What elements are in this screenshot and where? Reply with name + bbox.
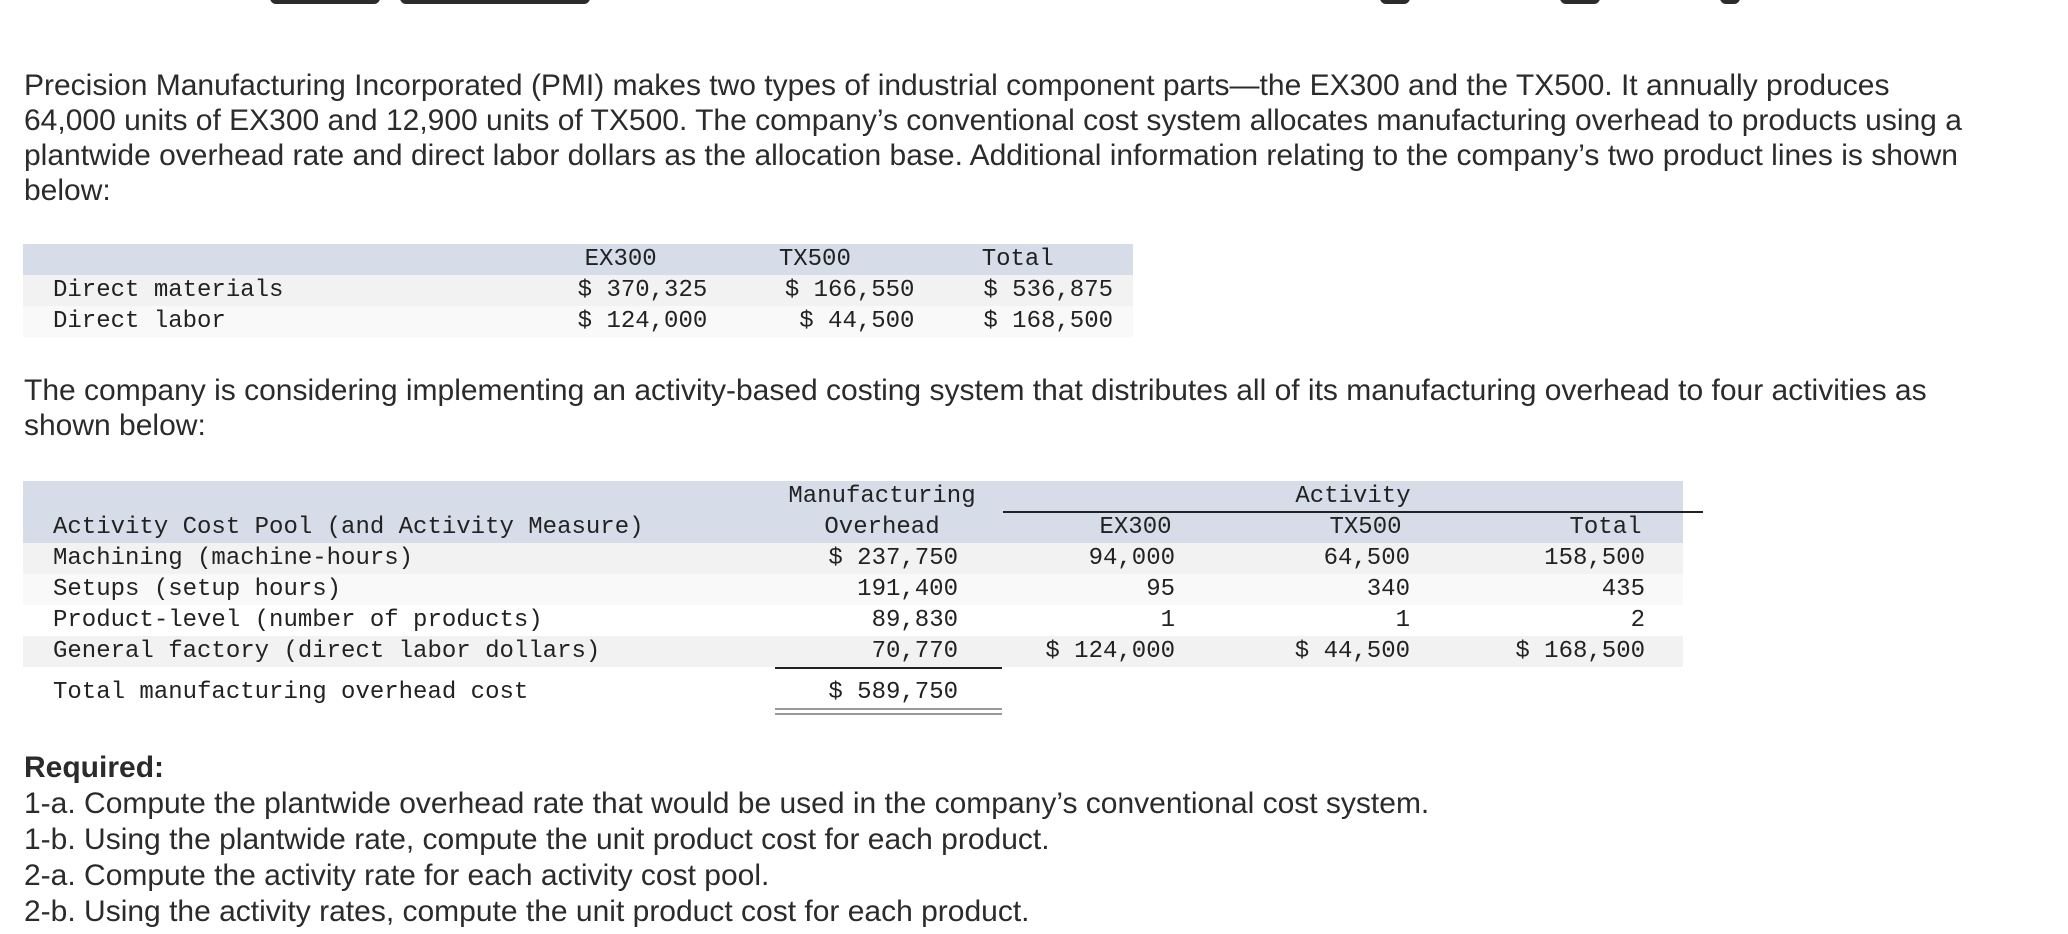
cell-tx500: $ 44,500: [715, 306, 922, 337]
product-cost-table: [23, 244, 1133, 337]
cell-moh: $ 237,750: [828, 545, 958, 572]
cell-total: 158,500: [1544, 545, 1645, 572]
intro-paragraph: Precision Manufacturing Incorporated (PMI) makes two types of industrial component parts—the EX300 and the TX500. It annually produces 64,000 units of EX300 and 12,900 units of TX500. The company’s conventional cost system allocates manufacturing overhead to products using a plantwide overhead rate and direct labor dollars as the allocation base. Additional information relating to the company’s two product lines is shown below:: [24, 69, 1962, 207]
cell-total: $ 168,500: [922, 306, 1133, 337]
row-label: General factory (direct labor dollars): [53, 638, 601, 665]
header-total: Total: [922, 244, 1133, 275]
row-label: Product-level (number of products): [53, 607, 543, 634]
cell-moh: 89,830: [871, 607, 958, 634]
row-label: Machining (machine-hours): [53, 545, 414, 572]
cell-ex300: 94,000: [1088, 545, 1175, 572]
cell-total: 435: [1601, 576, 1645, 603]
cell-tx500: $ 44,500: [1294, 638, 1410, 665]
total-double-rule: [775, 708, 1002, 715]
required-item-2b: 2-b. Using the activity rates, compute the unit product cost for each product.: [24, 895, 1030, 928]
cell-moh: 70,770: [871, 638, 958, 665]
cell-ex300: $ 124,000: [534, 306, 715, 337]
required-item-2a: 2-a. Compute the activity rate for each activity cost pool.: [24, 859, 770, 892]
activity-cost-table: [23, 481, 1683, 708]
table-header-row: [23, 481, 1683, 543]
subtotal-rule: [775, 667, 1002, 669]
required-section: [24, 750, 1984, 930]
row-label: Direct materials: [23, 275, 534, 306]
required-item-1b: 1-b. Using the plantwide rate, compute the unit product cost for each product.: [24, 823, 1050, 856]
header-activity-group: Activity: [1295, 483, 1411, 510]
cell-ex300: $ 370,325: [534, 275, 715, 306]
total-row: [23, 677, 1683, 708]
cell-tx500: 64,500: [1323, 545, 1410, 572]
cropped-heading: [0, 0, 2068, 10]
total-label: Total manufacturing overhead cost: [53, 679, 529, 706]
cell-tx500: 1: [1395, 607, 1410, 634]
cell-ex300: 95: [1146, 576, 1175, 603]
cell-total: $ 536,875: [922, 275, 1133, 306]
cell-tx500: $ 166,550: [715, 275, 922, 306]
table-row: [23, 275, 1133, 306]
header-moh-line1: Manufacturing: [788, 483, 976, 510]
table-row: [23, 543, 1683, 574]
header-ex300: EX300: [1099, 514, 1172, 541]
table-row: [23, 574, 1683, 605]
cell-ex300: $ 124,000: [1045, 638, 1175, 665]
table-row: [23, 636, 1683, 667]
header-moh-line2: Overhead: [824, 514, 940, 541]
total-moh: $ 589,750: [828, 679, 958, 706]
row-label: Setups (setup hours): [53, 576, 342, 603]
row-label: Direct labor: [23, 306, 534, 337]
header-blank: [23, 244, 534, 275]
header-tx500: TX500: [1329, 514, 1402, 541]
cell-tx500: 340: [1366, 576, 1410, 603]
cell-total: $ 168,500: [1515, 638, 1645, 665]
table-row: [23, 306, 1133, 337]
header-ex300: EX300: [534, 244, 715, 275]
required-item-1a: 1-a. Compute the plantwide overhead rate that would be used in the company’s conventional cost system.: [24, 787, 1430, 820]
header-total: Total: [1569, 514, 1642, 541]
cell-ex300: 1: [1160, 607, 1175, 634]
cell-moh: 191,400: [857, 576, 958, 603]
cell-total: 2: [1630, 607, 1645, 634]
table-row: [23, 605, 1683, 636]
required-title: Required:: [24, 751, 165, 784]
header-tx500: TX500: [715, 244, 922, 275]
header-pool: Activity Cost Pool (and Activity Measure): [53, 514, 644, 541]
abc-paragraph: The company is considering implementing an activity-based costing system that distributes all of its manufacturing overhead to four activities as shown below:: [24, 374, 1927, 442]
table-header-row: [23, 244, 1133, 275]
